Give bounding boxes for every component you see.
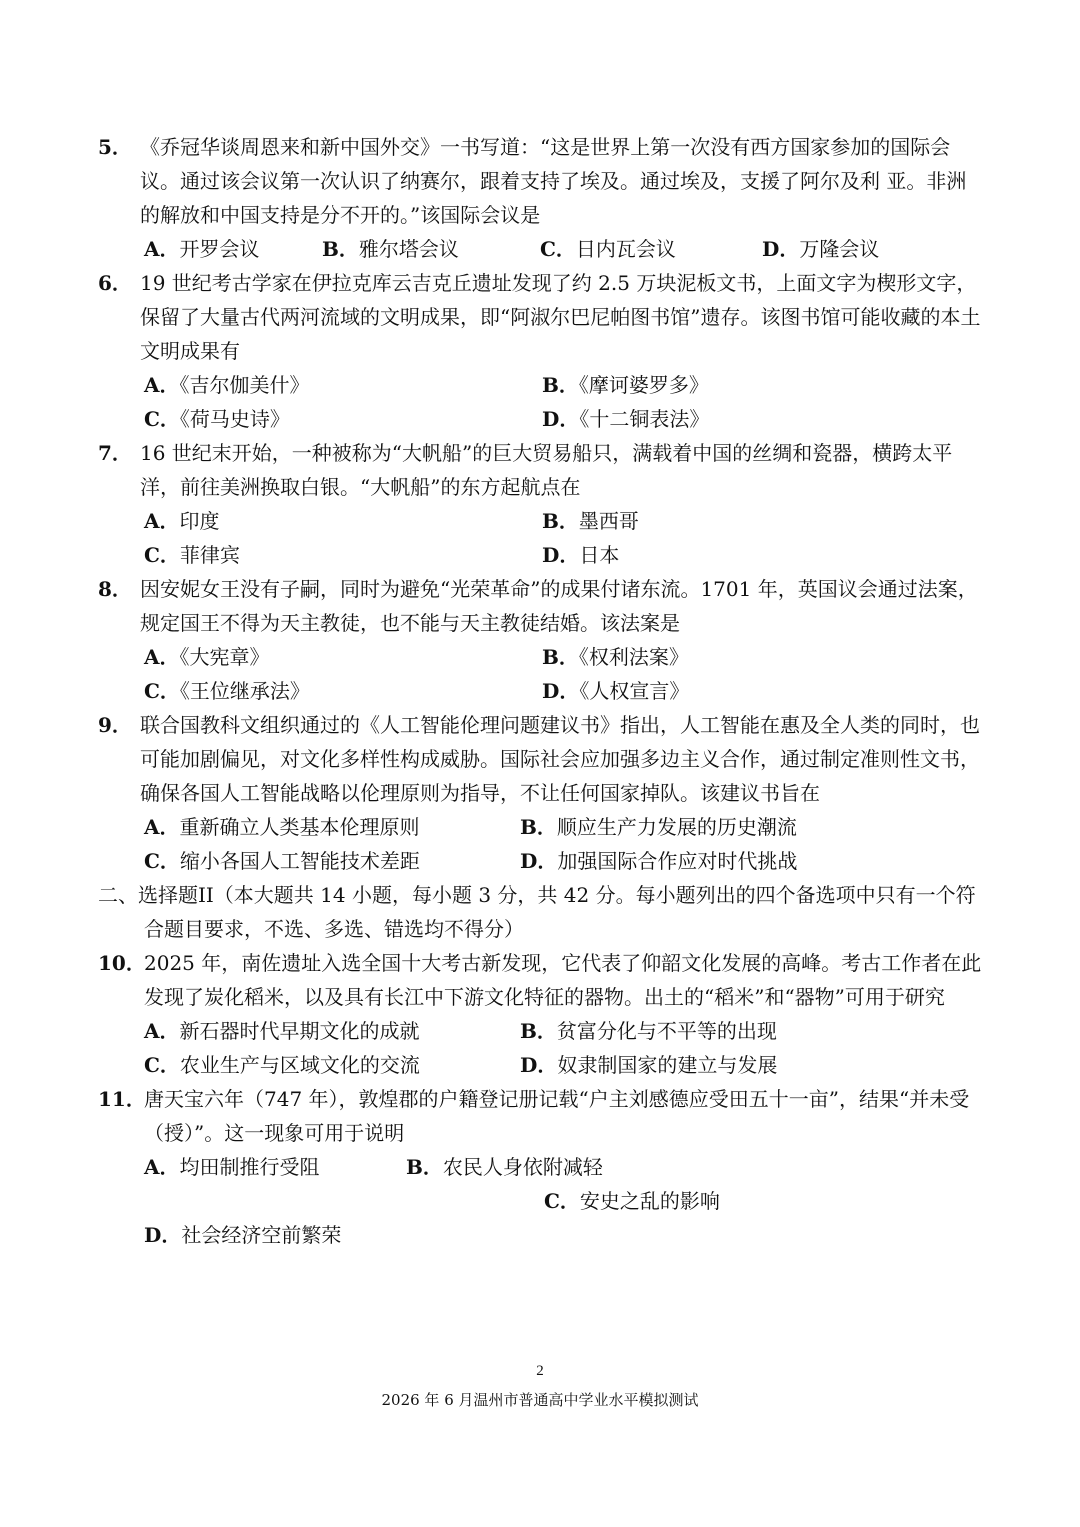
option-c[interactable]: C．《王位继承法》 [144,679,310,703]
question-stem: 《乔冠华谈周恩来和新中国外交》一书写道：“这是世界上第一次没有西方国家参加的国际会议。通过该会议第一次认识了纳赛尔，跟着支持了埃及。通过埃及，支援了阿尔及利 亚。非洲的解放和中国支持是分不开的。”该国际会议是 [140,135,967,227]
question-number: 11． [98,1087,146,1111]
option-c[interactable]: C．菲律宾 [144,543,240,567]
page-number: 2 [536,1363,544,1379]
option-a[interactable]: A．开罗会议 [144,237,260,261]
option-list [98,1014,984,1082]
question-11 [98,1082,984,1252]
option-list [98,232,984,266]
option-c[interactable]: C．《荷马史诗》 [144,407,290,431]
option-d[interactable]: D．奴隶制国家的建立与发展 [520,1053,778,1077]
option-c[interactable]: C．日内瓦会议 [540,237,676,261]
option-d[interactable]: D．日本 [542,543,620,567]
question-stem: 16 世纪末开始，一种被称为“大帆船”的巨大贸易船只，满载着中国的丝绸和瓷器，横跨太平洋，前往美洲换取白银。“大帆船”的东方起航点在 [140,441,953,499]
option-a[interactable]: A．新石器时代早期文化的成就 [144,1019,420,1043]
option-c[interactable]: C．安史之乱的影响 [544,1189,720,1213]
exam-title-footer: 2026 年 6 月温州市普通高中学业水平模拟测试 [381,1391,699,1409]
question-stem: 2025 年，南佐遗址入选全国十大考古新发现，它代表了仰韶文化发展的高峰。考古工作者在此发现了炭化稻米，以及具有长江中下游文化特征的器物。出土的“稻米”和“器物”可用于研究 [144,951,982,1009]
option-b[interactable]: B．农民人身依附减轻 [406,1155,603,1179]
option-c[interactable]: C．农业生产与区域文化的交流 [144,1053,420,1077]
option-list [98,640,984,708]
option-b[interactable]: B．顺应生产力发展的历史潮流 [520,815,797,839]
question-number: 6． [98,271,132,295]
question-8 [98,572,984,708]
question-5 [98,130,984,266]
question-9 [98,708,984,878]
option-d[interactable]: D．《人权宣言》 [542,679,690,703]
option-b[interactable]: B．雅尔塔会议 [322,237,459,261]
option-b[interactable]: B．贫富分化与不平等的出现 [520,1019,777,1043]
option-list [98,810,984,878]
option-c[interactable]: C．缩小各国人工智能技术差距 [144,849,420,873]
question-stem: 唐天宝六年（747 年），敦煌郡的户籍登记册记载“户主刘感德应受田五十一亩”，结果“并未受（授）”。这一现象可用于说明 [144,1087,970,1145]
option-b[interactable]: B．《权利法案》 [542,645,689,669]
section-heading: 二、选择题II（本大题共 14 小题，每小题 3 分，共 42 分。每小题列出的四个备选项中只有一个符合题目要求，不选、多选、错选均不得分） [98,883,976,941]
option-list [98,1150,984,1252]
option-d[interactable]: D．《十二铜表法》 [542,407,710,431]
question-10 [98,946,984,1082]
question-number: 5． [98,135,132,159]
question-stem: 联合国教科文组织通过的《人工智能伦理问题建议书》指出，人工智能在惠及全人类的同时，也可能加剧偏见，对文化多样性构成威胁。国际社会应加强多边主义合作，通过制定准则性文书，确保各国人工智能战略以伦理原则为指导，不让任何国家掉队。该建议书旨在 [140,713,980,805]
question-stem: 因安妮女王没有子嗣，同时为避免“光荣革命”的成果付诸东流。1701 年，英国议会通过法案，规定国王不得为天主教徒，也不能与天主教徒结婚。该法案是 [140,577,978,635]
option-d[interactable]: D．社会经济空前繁荣 [144,1223,342,1247]
question-7 [98,436,984,572]
option-b[interactable]: B．墨西哥 [542,509,639,533]
question-stem: 19 世纪考古学家在伊拉克库云吉克丘遗址发现了约 2.5 万块泥板文书，上面文字为楔形文字，保留了大量古代两河流域的文明成果，即“阿淑尔巴尼帕图书馆”遗存。该图书馆可能收藏的本土文明成果有 [140,271,981,363]
exam-page-content [98,130,984,1252]
question-number: 10． [98,951,146,975]
option-a[interactable]: A．印度 [144,509,220,533]
question-number: 7． [98,441,132,465]
option-list [98,368,984,436]
question-number: 8． [98,577,132,601]
option-d[interactable]: D．加强国际合作应对时代挑战 [520,849,798,873]
option-d[interactable]: D．万隆会议 [762,237,880,261]
option-a[interactable]: A．重新确立人类基本伦理原则 [144,815,420,839]
option-a[interactable]: A．《吉尔伽美什》 [144,373,310,397]
option-a[interactable]: A．《大宪章》 [144,645,270,669]
option-b[interactable]: B．《摩诃婆罗多》 [542,373,709,397]
option-a[interactable]: A．均田制推行受阻 [144,1155,320,1179]
question-number: 9． [98,713,132,737]
option-list [98,504,984,572]
question-6 [98,266,984,436]
